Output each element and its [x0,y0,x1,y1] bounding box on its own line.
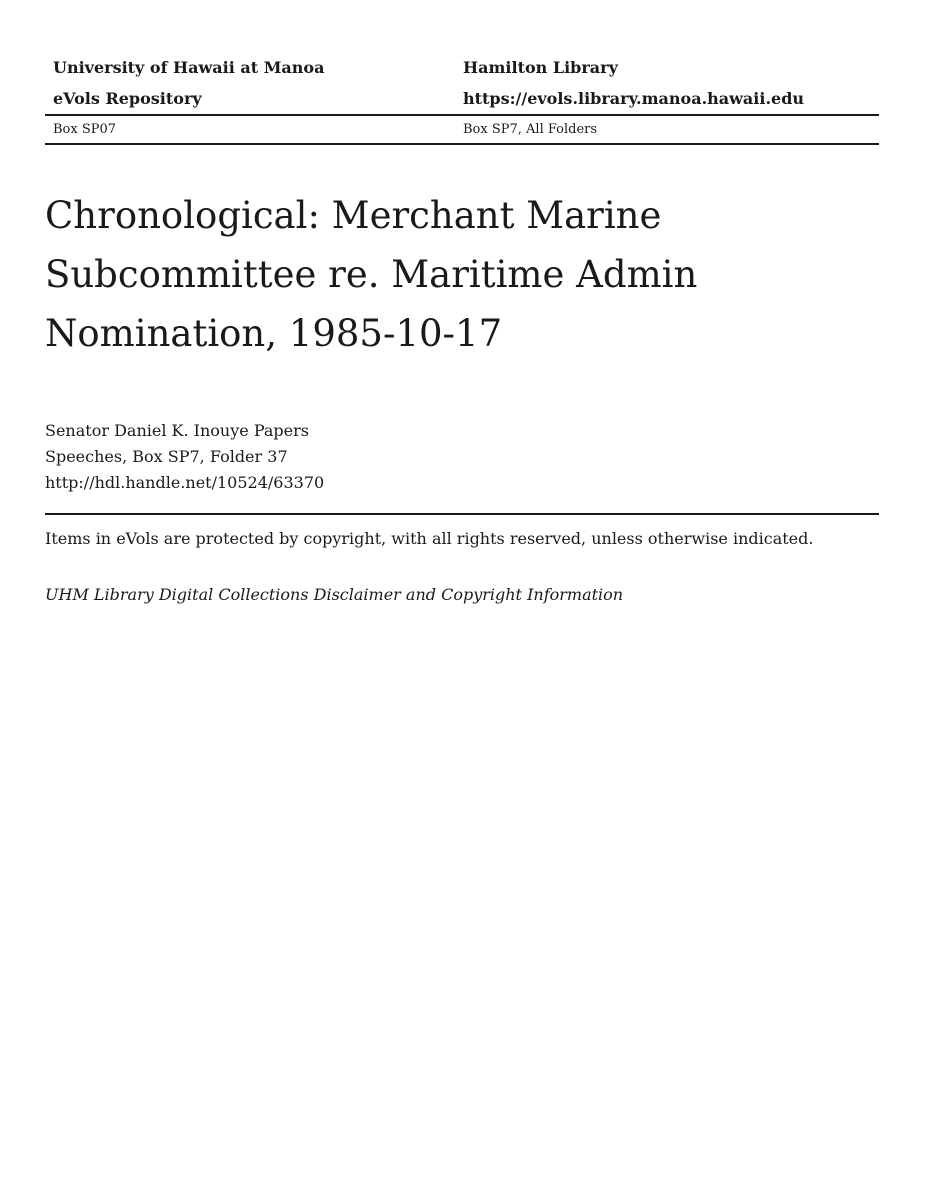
footer-divider [45,513,879,515]
collection-name: Senator Daniel K. Inouye Papers [45,421,309,440]
copyright-notice: Items in eVols are protected by copyright, with all rights reserved, unless otherwise indicated. [45,529,814,548]
disclaimer-link[interactable]: UHM Library Digital Collections Disclaimer and Copyright Information [45,585,624,604]
handle-link[interactable]: http://hdl.handle.net/10524/63370 [45,473,325,492]
box-divider [45,143,879,145]
document-title: Chronological: Merchant Marine Subcommittee re. Maritime Admin Nomination, 1985-10-17 [45,194,698,355]
box-row [45,116,879,143]
box-folders: Box SP7, All Folders [463,122,598,137]
folder-location: Speeches, Box SP7, Folder 37 [45,447,288,466]
header-row-1 [45,52,879,83]
header-row-2 [45,83,879,114]
document-info [45,418,324,496]
document-header [45,52,879,145]
box-id: Box SP07 [53,122,117,137]
library-name: Hamilton Library [463,58,618,77]
institution-name: University of Hawaii at Manoa [53,58,325,77]
repository-name: eVols Repository [53,89,202,108]
repository-url[interactable]: https://evols.library.manoa.hawaii.edu [463,89,805,108]
